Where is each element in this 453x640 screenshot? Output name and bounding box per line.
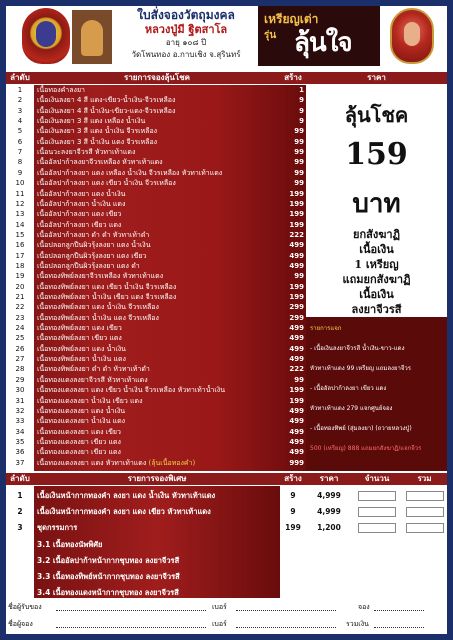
order-qty-field[interactable] (374, 610, 424, 611)
row-number: 12 (15, 199, 25, 208)
row-item-text: เนื้ออัลปาก้าลงยา แดง เขียว น้ำเงิน จีวรเหลือง (37, 179, 176, 188)
panel-detail-1: ยกสังฆาฏิ (353, 228, 400, 241)
giveaway-line: รายการแจก (310, 325, 342, 332)
special-row-name: ชุดกรรมการ (37, 523, 78, 532)
receiver-name-field[interactable] (56, 610, 206, 611)
row-item-text: เนื้อทองคำลงยา (37, 86, 85, 94)
row-number: 23 (15, 313, 25, 322)
row-item-text: เนื้ออัลปาก้าลงยา แดง เขียว (37, 210, 122, 219)
row-build-count: 199 (289, 199, 304, 208)
special-row-qty-input[interactable] (358, 491, 396, 501)
row-item-text: เนื้อทองทิพย์ลงยา แดง เขียว (37, 324, 122, 333)
header-text (116, 8, 256, 61)
row-build-count: 199 (289, 210, 304, 219)
orderer-name-field[interactable] (56, 627, 206, 628)
row-number: 37 (15, 458, 25, 467)
receiver-name-label: ชื่อผู้รับของ (8, 603, 42, 611)
special-row-number: 1 (17, 491, 23, 500)
row-build-count: 299 (289, 313, 304, 322)
row-build-count: 99 (294, 148, 304, 157)
edition-banner (258, 6, 380, 66)
row-item-text: เนื้อทองทิพย์ลงยาจีวรเหลือง หัวทาเท้าแดง (37, 272, 164, 281)
orderer-name-label: ชื่อผู้จอง (8, 620, 33, 628)
row-item-name (37, 364, 280, 374)
lottery-list (6, 85, 447, 471)
row-item-name (37, 116, 280, 126)
special-row-name: เนื้อเงินหน้ากากทองคำ ลงยา แดง น้ำเงิน หัวทาเท้าแดง (37, 491, 216, 500)
special-row-number: 3 (17, 523, 23, 532)
panel-detail-6: ลงยาจีวรสี (351, 303, 402, 316)
panel-title: ลุ้นโชค (344, 103, 409, 127)
row-build-count: 499 (289, 251, 304, 260)
temple-emblem-icon (22, 8, 70, 64)
row-item-name (37, 147, 280, 157)
row-build-count: 99 (294, 137, 304, 146)
row-item-name (37, 396, 280, 406)
order-total-label: รวมเงิน (346, 620, 369, 628)
row-build-count: 199 (289, 220, 304, 229)
row-number: 25 (15, 334, 25, 343)
row-build-count: 99 (294, 179, 304, 188)
row-item-text: เนื้อทองแดงลงยา แดง เขียว น้ำเงิน จีวรเหลือง หัวทาเท้าน้ำเงิน (37, 386, 226, 395)
row-number: 16 (15, 241, 25, 250)
row-number: 21 (15, 293, 25, 301)
giveaway-line: - เนื้อทองทิพย์ (สุ่มลงยา) (ถวายหลวงปู่) (310, 425, 412, 432)
row-build-count: 499 (289, 334, 304, 343)
row-item-text: เนื้อปลอกลูกปืนผิวรุ้งลงยา แดง เขียว (37, 251, 147, 260)
row-item-text: เนื้อทองแดงลงยา น้ำเงิน แดง (37, 417, 126, 426)
row-item-name (37, 137, 280, 147)
header (6, 6, 447, 70)
row-item-name (37, 354, 280, 364)
row-item-text: เนื้ออัลปาก้าลงยาจีวรเหลือง หัวทาเท้าแดง (37, 158, 163, 167)
special-row-total-input[interactable] (406, 523, 444, 533)
col2-header-qty: จำนวน (352, 473, 402, 485)
row-item-name (37, 323, 280, 333)
col-header-item: รายการจองลุ้นโชค (34, 72, 280, 84)
row-build-count: 9 (299, 106, 304, 115)
temple-address: วัดโพนทอง อ.กาบเชิง จ.สุรินทร์ (131, 50, 241, 59)
edition-title: เหรียญเต่า (264, 12, 319, 26)
row-item-text: เนื้อเงินลงยา 3 สี น้ำเงิน แดง จีวรเหลือง (37, 137, 158, 146)
col2-header-total: รวม (402, 473, 447, 485)
row-item-text: เนื้อเงินลงยา 4 สี น้ำเงิน-เขียว-แดง-จีวรเหลือง (37, 106, 176, 115)
special-row-price: 1,200 (317, 523, 341, 532)
row-item-text: เนื้อทองทิพย์ลงยา แดง น้ำเงิน (37, 344, 126, 353)
row-build-count: 99 (294, 168, 304, 177)
row-number: 10 (15, 179, 25, 188)
row-item-name (37, 209, 280, 219)
row-item-text: เนื้อนวะลงยาจีวรสี หัวทาเท้าแดง (37, 148, 136, 157)
row-item-name (37, 282, 280, 292)
special-row-price: 4,999 (317, 507, 341, 516)
row-number: 22 (15, 303, 25, 312)
row-number: 29 (15, 375, 25, 384)
row-item-text: เนื้อทองทิพย์ลงยา น้ำเงิน แดง (37, 355, 126, 364)
col2-header-price: ราคา (306, 473, 352, 485)
row-item-text: เนื้อทองทิพย์ลงยา แดง เขียว น้ำเงิน จีวรเหลือง (37, 282, 177, 291)
row-item-name (37, 385, 280, 395)
col2-header-no: ลำดับ (6, 473, 34, 485)
row-build-count: 499 (289, 427, 304, 436)
row-item-name (37, 126, 280, 136)
row-item-text: เนื้อทองทิพย์ลงยา เขียว แดง (37, 334, 122, 343)
row-number: 36 (15, 448, 25, 457)
row-build-count: 499 (289, 344, 304, 353)
row-number: 28 (15, 365, 25, 374)
row-number: 24 (15, 324, 25, 333)
row-build-count: 499 (289, 448, 304, 457)
special-row-qty-input[interactable] (358, 523, 396, 533)
col-header-no: ลำดับ (6, 72, 34, 84)
giveaway-line: หัวทาเท้าแดง 99 เหรียญ แถมลงยาจีวร (310, 365, 411, 372)
row-item-text: เนื้อทองทิพย์ลงยา ดำ ดำ หัวทาเท้าดำ (37, 365, 150, 374)
special-row-build: 9 (290, 491, 296, 500)
row-item-name (37, 199, 280, 209)
special-row-name: 3.1 เนื้อทองนัพพิศัย (37, 540, 103, 549)
special-row-total-input[interactable] (406, 507, 444, 517)
row-build-count: 499 (289, 241, 304, 250)
row-build-count: 499 (289, 324, 304, 333)
row-item-name (37, 178, 280, 188)
row-number: 3 (17, 106, 23, 115)
row-item-highlight: (ลุ้นเนื้อทองคำ) (148, 458, 196, 467)
row-item-name (37, 313, 280, 323)
panel-price: 159 (345, 137, 408, 172)
row-number: 5 (17, 127, 23, 136)
special-row-number: 2 (17, 507, 23, 516)
row-item-name (37, 251, 280, 261)
row-item-name (37, 240, 280, 250)
row-item-name (37, 447, 280, 457)
giveaway-line: - เนื้อเงินลงยาจีวรสี น้ำเงิน-ขาว-แดง (310, 345, 405, 352)
special-row-name: 3.2 เนื้ออัลปาก้าหน้ากากชุบทอง ลงยาจีวรสี (37, 556, 180, 565)
orderer-phone-field[interactable] (236, 627, 336, 628)
col-header-price: ราคา (306, 72, 447, 84)
row-number: 34 (15, 427, 25, 436)
row-number: 19 (15, 272, 25, 281)
row-build-count: 299 (289, 303, 304, 312)
row-build-count: 9 (299, 96, 304, 105)
row-number: 20 (15, 282, 25, 291)
row-item-text: เนื้อเงินลงยา 4 สี แดง-เขียว-น้ำเงิน-จีวรเหลือง (37, 96, 176, 105)
col-header-build: สร้าง (280, 72, 306, 84)
row-build-count: 199 (289, 396, 304, 405)
row-build-count: 499 (289, 355, 304, 364)
row-item-name (37, 157, 280, 167)
order-sheet (6, 6, 447, 634)
row-number: 11 (15, 189, 25, 198)
row-build-count: 999 (289, 458, 304, 467)
row-build-count: 9 (299, 117, 304, 126)
panel-unit: บาท (352, 189, 401, 219)
row-number: 7 (17, 148, 23, 157)
special-row-price: 4,999 (317, 491, 341, 500)
row-item-text: เนื้อทองแดงลงยา เขียว แดง (37, 448, 121, 457)
row-item-name (37, 95, 280, 105)
row-item-text: เนื้ออัลปาก้าลงยา เขียว แดง (37, 220, 122, 229)
special-row-name: 3.3 เนื้อทองทิพย์หน้ากากชุบทอง ลงยาจีวรสี (37, 572, 180, 581)
row-build-count: 499 (289, 406, 304, 415)
row-number: 2 (17, 96, 23, 105)
row-number: 18 (15, 261, 25, 270)
row-item-name (37, 406, 280, 416)
row-number: 9 (17, 168, 23, 177)
row-build-count: 499 (289, 261, 304, 270)
row-item-name (37, 375, 280, 385)
row-item-text: เนื้อเงินลงยา 3 สี แดง เหลือง น้ำเงิน (37, 117, 146, 126)
monk-age: อายุ ๑๐๘ ปี (165, 38, 207, 47)
row-item-text: เนื้อทองทิพย์ลงยา น้ำเงิน แดง จีวรเหลือง (37, 313, 159, 322)
row-item-text: เนื้อทองแดงลงยา แดง เขียว (37, 427, 121, 436)
row-item-name (37, 189, 280, 199)
special-row-name: 3.4 เนื้อทองแดงหน้ากากชุบทอง ลงยาจีวรสี (37, 588, 179, 597)
edition-prefix: รุ่น (264, 30, 277, 41)
row-item-text: เนื้อทองแดงลงยา แดง น้ำเงิน (37, 406, 126, 415)
row-item-text: เนื้ออัลปาก้าลงยา น้ำเงิน แดง (37, 199, 126, 208)
row-number: 1 (17, 86, 23, 94)
row-item-name (37, 302, 280, 312)
special-row-qty-input[interactable] (358, 507, 396, 517)
row-build-count: 499 (289, 417, 304, 426)
orderer-phone-label: เบอร์ (212, 620, 227, 628)
row-number: 8 (17, 158, 23, 167)
receiver-phone-label: เบอร์ (212, 603, 227, 611)
row-item-text: เนื้อปลอกลูกปืนผิวรุ้งลงยา แดง ดำ (37, 261, 140, 270)
row-build-count: 199 (289, 282, 304, 291)
row-number: 4 (17, 117, 23, 126)
order-qty-label: จอง (358, 603, 370, 611)
row-number: 31 (15, 396, 25, 405)
row-item-name (37, 416, 280, 426)
giveaway-line: - เนื้ออัลปาก้าลงยา เขียว แดง (310, 385, 387, 392)
row-item-name (37, 344, 280, 354)
panel-detail-2: เนื้อเงิน (359, 243, 394, 256)
header-title: ใบสั่งจองวัตถุมงคล (137, 8, 235, 22)
row-number: 35 (15, 437, 25, 446)
row-item-name (37, 333, 280, 343)
row-build-count: 99 (294, 158, 304, 167)
price-panel (306, 85, 447, 317)
row-build-count: 199 (289, 189, 304, 198)
row-number: 30 (15, 386, 25, 395)
row-item-name (37, 106, 280, 116)
row-build-count: 222 (289, 230, 304, 239)
row-number: 26 (15, 344, 25, 353)
panel-detail-4: แถมยกสังฆาฏิ (342, 273, 411, 286)
row-item-name (37, 458, 280, 468)
row-build-count: 99 (294, 127, 304, 136)
col2-header-build: สร้าง (280, 473, 306, 485)
row-item-name (37, 427, 280, 437)
row-build-count: 199 (289, 386, 304, 395)
row-number: 17 (15, 251, 25, 260)
row-item-name (37, 437, 280, 447)
giveaway-line: 500 (เหรียญ) 888 แถมยกสังฆาฏิ/แจกจีวร (310, 445, 422, 452)
row-build-count: 99 (294, 272, 304, 281)
special-list (6, 486, 447, 598)
row-item-text: เนื้ออัลปาก้าลงยา แดง น้ำเงิน (37, 189, 126, 198)
row-item-text: เนื้อทองแดงลงยา แดง หัวทาเท้าแดง (37, 458, 147, 467)
monk-portrait-icon (72, 10, 112, 64)
row-build-count: 99 (294, 375, 304, 384)
monk-name: หลวงปู่มี ฐิตสาโล (144, 23, 228, 36)
special-row-name: เนื้อเงินหน้ากากทองคำ ลงยา แดง เขียว หัวทาเท้าแดง (37, 507, 211, 516)
col2-header-item: รายการจองพิเศษ (34, 473, 280, 485)
row-number: 33 (15, 417, 25, 426)
row-item-name (37, 271, 280, 281)
row-item-text: เนื้อปลอกลูกปืนผิวรุ้งลงยา แดง น้ำเงิน (37, 241, 151, 250)
special-row-total-input[interactable] (406, 491, 444, 501)
row-build-count: 499 (289, 437, 304, 446)
row-build-count: 199 (289, 293, 304, 301)
row-item-name (37, 168, 280, 178)
row-item-name (37, 85, 280, 95)
row-number: 27 (15, 355, 25, 364)
panel-detail-5: เนื้อเงิน (359, 288, 394, 301)
order-total-field[interactable] (374, 627, 424, 628)
panel-detail-3: 1 เหรียญ (354, 258, 399, 271)
order-footer (6, 600, 447, 634)
row-item-text: เนื้อทองแดงลงยา น้ำเงิน เขียว แดง (37, 396, 143, 405)
row-number: 15 (15, 230, 25, 239)
row-item-text: เนื้อทองทิพย์ลงยา น้ำเงิน เขียว แดง จีวรเหลือง (37, 293, 177, 301)
row-number: 14 (15, 220, 25, 229)
receiver-phone-field[interactable] (236, 610, 336, 611)
row-item-name (37, 230, 280, 240)
row-number: 13 (15, 210, 25, 219)
row-number: 32 (15, 406, 25, 415)
row-item-text: เนื้อทองทิพย์ลงยา แดง น้ำเงิน จีวรเหลือง (37, 303, 159, 312)
row-number: 6 (17, 137, 23, 146)
turtle-coin-icon (390, 8, 434, 64)
row-item-text: เนื้ออัลปาก้าลงยา ดำ ดำ หัวทาเท้าดำ (37, 230, 150, 239)
row-build-count: 222 (289, 365, 304, 374)
row-item-name (37, 292, 280, 302)
special-row-build: 9 (290, 507, 296, 516)
row-item-text: เนื้อทองแดงลงยาจีวรสี หัวทาเท้าแดง (37, 375, 148, 384)
row-item-text: เนื้อทองแดงลงยา เขียว แดง (37, 437, 121, 446)
row-item-name (37, 220, 280, 230)
special-row-build: 199 (285, 523, 301, 532)
row-item-name (37, 261, 280, 271)
row-item-text: เนื้ออัลปาก้าลงยา แดง เหลือง น้ำเงิน จีวรเหลือง หัวทาเท้าแดง (37, 168, 223, 177)
row-build-count: 1 (299, 86, 304, 94)
giveaway-info (306, 317, 447, 471)
giveaway-line: หัวทาเท้าแดง 279 แจกศูนย์จอง (310, 405, 393, 412)
edition-name: ลุ้นใจ (294, 28, 352, 58)
row-item-text: เนื้อเงินลงยา 3 สี แดง น้ำเงิน จีวรเหลือง (37, 127, 158, 136)
